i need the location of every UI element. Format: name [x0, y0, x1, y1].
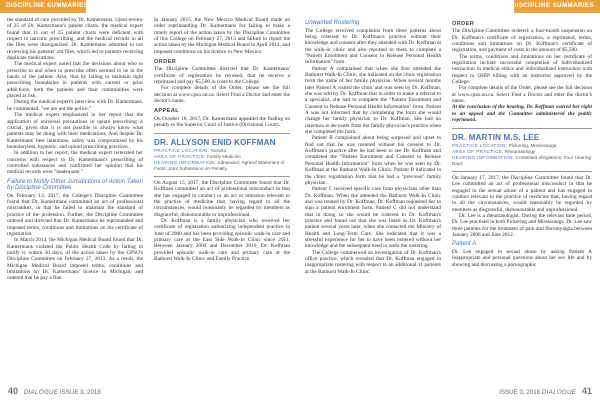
paragraph: The medical expert noted that the decisions about who to prescribe to and when to prescribe often seemed to be in the hands of the patient. Also, that by failing to maintain tight prescribing boundaries in patients with current or prior addictions, both the patients and their communities were placed at risk. — [7, 61, 143, 100]
divider — [154, 133, 290, 134]
page-number-left: 40 — [8, 386, 19, 396]
paragraph: On February 13, 2017, the College's Discipline Committee found that Dr. Kamermans committed an act of professional misconduct, in that he failed to maintain the standard of practice of the profession. Further, the Discipline Committee ordered and directed that Dr. Kamermans be reprimanded and imposed terms, conditions and limitations on his certificate of registration. — [7, 192, 143, 237]
footer-right — [499, 386, 596, 396]
divider — [452, 128, 592, 129]
paragraph: The College commenced an investigation of Dr. Koffman's office practice, which revealed that Dr. Koffman engaged in inappropriate rostering with respect to an additional 11 patients at the Bathurst Walk-In Clinic. — [305, 249, 441, 275]
paragraph: In January 2015, the New Mexico Medical Board made an order reprimanding Dr. Kamermans for failing to make a timely report of the action taken by the Discipline Committee of this College on February 27, 2013 and failure to report the action taken by the Michigan Medical Board in April 2014, and imposed conditions on his licence in New Mexico. — [154, 17, 290, 55]
paragraph: During the medical expert's interview with Dr. Kamermans, he commented, "we are not the police." — [7, 99, 143, 112]
meta-value: Family Medicine — [207, 153, 241, 159]
heading-appeal: APPEAL — [154, 108, 180, 115]
doctor-name-koffman: DR. ALLYSON ENID KOFFMAN — [154, 137, 276, 147]
magazine-name: DIALOGUE — [541, 389, 577, 396]
page-number-right: 41 — [581, 386, 592, 396]
section-header-right-text: DISCIPLINE SUMMARIES — [511, 2, 594, 9]
issue-label: ISSUE 3, 2018 — [499, 389, 541, 396]
meta-key: HEARING INFORMATION: — [154, 159, 217, 165]
paragraph: Dr. Lee is a rheumatologist. During the relevant time period, Dr. Lee practised in both Pickering and Mississauga. Dr. Lee saw three patients for the treatment of pain and fibromyalgia between January 2008 and June 2012. — [452, 212, 592, 238]
meta-hearing-information — [452, 155, 592, 167]
subheading-failure-to-notify: Failure to Notify Other Jurisdictions of Action Taken by Discipline Committee — [7, 178, 143, 192]
magazine-name: DIALOGUE — [23, 389, 59, 396]
heading-order: ORDER — [452, 21, 475, 27]
divider — [452, 171, 592, 172]
paragraph: Patient B complained about being surprised and upset to find out that he was rostered without his consent to Dr. Koffman's practice after he had been to see Dr. Koffman and completed the "Patient Enrolment and Consent to Release Personal Health Information" form when he was seen by Dr. Koffman at the Bathurst Walk-In Clinic. Patient B indicated in the clinic registration form that he had a "previous" family physician. — [305, 135, 441, 186]
section-header-right — [511, 0, 600, 13]
paragraph: the standard of care provided by Dr. Kamermans. Upon review of 25 of Dr. Kamermans's patient charts, the medical expert found that 11 out of 25 patient charts were deficient with respect to narcotic prescribing, and the medical records in all the files were disorganized. Dr. Kamermans admitted to not reviewing his patients' old files, which led to patients receiving duplicate medications. — [7, 17, 143, 62]
paragraph: For complete details of the Order, please see the full decision at www.cpso.on.ca. Select Find a Doctor and enter the doctor's name. — [154, 85, 290, 105]
subheading-patient-a: Patient A — [452, 241, 477, 248]
footer-left — [4, 386, 101, 396]
paragraph: The medical expert emphasized in her report that the application of universal precautions in opiate prescribing is crucial, given that it is not possible to always know what patients may be doing with their medications. And despite Dr. Kamermans' best intentions, safety was compromised by his boundaryless, hypnotic, and opioid prescribing practices. — [7, 112, 143, 150]
heading-order: ORDER — [154, 59, 177, 66]
paragraph: Dr. Lee engaged in sexual abuse by asking Patient A inappropriate and personal questions about her sex life and by showing and discussing a pornographic — [452, 248, 592, 268]
meta-key: AREA OF PRACTICE: — [154, 153, 206, 159]
column-2 — [154, 17, 290, 384]
paragraph: On October 16, 2017, Dr. Kamermans appealed the finding on penalty to the Superior Court of Justice (Divisional Court). — [154, 115, 290, 129]
meta-value: Contested Allegations; Four Hearing Days — [452, 154, 592, 166]
paragraph: Patient A complained that when she first attended the Bathurst Walk-In Clinic, she indicated on the clinic registration form the name of her family physician. When several months later Patient A visited the clinic and was seen by Dr. Koffman, she was told by Dr. Koffman that in order to make a referral to a specialist, she had to complete the "Patient Enrolment and Consent to Release Personal Health Information" form. Patient A was not informed that by completing the form she would change her family physician to Dr. Koffman. She had no intention to de-roster from her family physician's practice when she completed the form. — [305, 65, 441, 136]
paragraph: In addition to her report, the medical expert reiterated her concerns with respect to Dr. Kamermans's prescribing of controlled substances and confirmed her opinion that his medical records were "inadequate." — [7, 150, 143, 176]
paragraph: The Discipline Committee ordered: a four-month suspension on Dr. Koffman's certificate of registration, a reprimand, terms, conditions and limitations on Dr. Koffman's certificate of registration, and payment of costs in the amount of $5,500. — [452, 28, 592, 54]
paragraph: Dr. Koffman is a family physician who received her certificate of registration authorizing independent practice in June of 2000 and has been providing episodic walk-in care and primary care at the East Side Walk-in Clinic since 2011. Between January 2004 and December 2010, Dr. Koffman provided episodic walk-in care and primary care at the Bathurst Walk-In Clinic and Family Practice. — [154, 217, 290, 262]
column-1 — [7, 17, 143, 384]
paragraph: On January 17, 2017, the Discipline Committee found that Dr. Lee committed an act of professional misconduct in that he engaged in the sexual abuse of a patient and has engaged in conduct relevant to the practice of medicine that, having regard to all the circumstances, would reasonably be regarded by members as disgraceful, dishonourable and unprofessional. — [452, 174, 592, 213]
paragraph: The Discipline Committee directed that Dr. Kamermans' certificate of registration be revoked, that he receive a reprimand and pay $5,500 in costs to the College. — [154, 66, 290, 86]
column-3 — [305, 17, 441, 384]
subheading-unwanted-rostering: Unwanted Rostering — [305, 20, 360, 26]
meta-hearing-information — [154, 160, 290, 172]
paragraph: The College received complaints from three patients about being rostered to Dr. Koffman's practice without their knowledge and consent after they attended with Dr. Koffman at the walk-in clinic and also reported to them to complete a "Patient Enrolment and Consent to Release Personal Health Information" form. — [305, 27, 441, 66]
paragraph: The terms, conditions and limitations on her certificate of registration include successful completion of individualized instruction in medical ethics and individualized instruction with respect to OHIP billing with an instructor approved by the College. — [452, 53, 592, 86]
meta-value: Rheumatology — [505, 148, 536, 154]
meta-key: HEARING INFORMATION: — [452, 154, 515, 160]
meta-key: PRACTICE LOCATION: — [452, 142, 508, 148]
meta-value: Toronto — [210, 147, 227, 153]
meta-value: Pickering, Mississauga — [508, 142, 557, 148]
meta-key: PRACTICE LOCATION: — [154, 147, 210, 153]
column-4 — [452, 17, 592, 384]
section-header-left — [0, 0, 89, 13]
paragraph: Patient C received specific care from physicians other than Dr. Koffman. When she attended the Bathurst Walk-In Clinic and was treated by Dr. Koffman, Dr. Koffman requested her to sign a patient enrolment form. Patient C did not understand that in doing so she would be rostered to Dr. Koffman's practice and found out that she was listed as Dr. Koffman's patient several years later, when she contacted the Ministry of Health and Long-Term Care. She indicated that it was a stressful experience for her to have been rostered without her knowledge and the subsequent need to undo the rostering. — [305, 186, 441, 250]
closing-statement: At the conclusion of the hearing, Dr. Koffman waived her right to an appeal and the Committee administered the public reprimand. — [452, 104, 592, 124]
doctor-name-lee: DR. MARTIN M.S. LEE — [452, 132, 540, 142]
paragraph: On August 15, 2017, the Discipline Committee found that Dr. Koffman committed an act of professional misconduct in that she has engaged in conduct or an act or omission relevant to the practice of medicine that, having regard to all the circumstances, would reasonably be regarded by members as disgraceful, dishonourable or unprofessional. — [154, 179, 290, 218]
paragraph: For complete details of the Order, please see the full decision at www.cpso.on.ca. Select Find a Doctor and enter the doctor's name. — [452, 85, 592, 105]
paragraph: In March 2014, the Michigan Medical Board found that Dr. Kamermans violated the Public Health Code by failing to notify it, within 30 days, of the action taken by the CPSO's Discipline Committee on February 27, 2013. As a result, the Michigan Medical Board imposed terms, conditions and limitations on Dr. Kamermans' licence in Michigan, and ordered that he pay a fine. — [7, 237, 143, 282]
section-header-left-text: DISCIPLINE SUMMARIES — [6, 2, 89, 9]
meta-key: AREA OF PRACTICE: — [452, 148, 504, 154]
divider — [154, 176, 290, 177]
meta-value: Admission; Agreed Statement of Facts; Joint Submission on Penalty — [154, 159, 285, 171]
issue-label: ISSUE 3, 2018 — [59, 389, 101, 396]
